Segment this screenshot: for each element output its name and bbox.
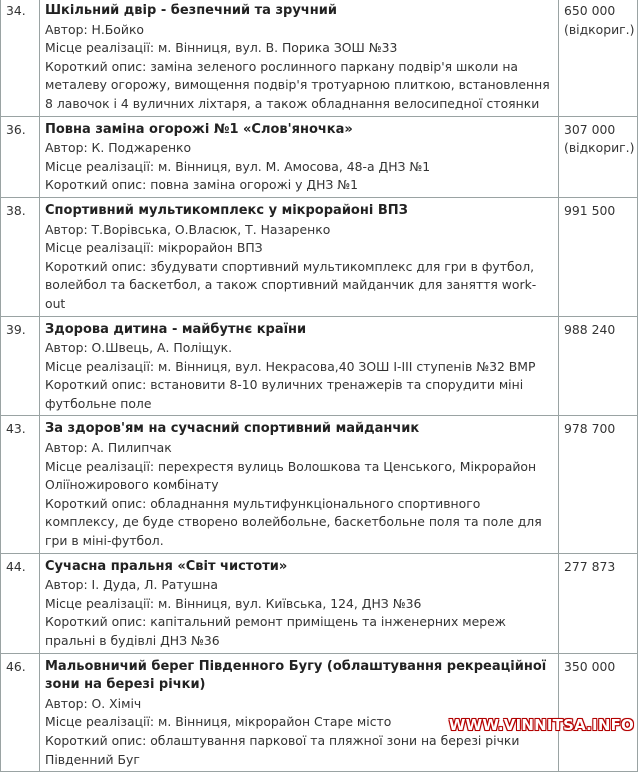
table-row bbox=[1, 197, 638, 316]
site-watermark: WWW.VINNITSA.INFO bbox=[448, 716, 634, 734]
project-number: 43. bbox=[1, 416, 40, 553]
project-number: 38. bbox=[1, 197, 40, 316]
project-description: Короткий опис: повна заміна огорожі у ДНЗ №1 bbox=[45, 177, 359, 193]
project-description: Короткий опис: капітальний ремонт приміщень та інженерних мереж пральні в будівлі ДНЗ №36 bbox=[45, 614, 506, 648]
project-author: Автор: Н.Бойко bbox=[45, 21, 145, 37]
project-location: Місце реалізації: м. Вінниця, вул. Некрасова,40 ЗОШ І-ІІІ ступенів №32 ВМР bbox=[45, 358, 536, 374]
project-author: Автор: О.Швець, А. Поліщук. bbox=[45, 340, 233, 356]
project-title: Шкільний двір - безпечний та зручний bbox=[45, 3, 337, 18]
project-location: Місце реалізації: м. Вінниця, вул. В. Порика ЗОШ №33 bbox=[45, 40, 398, 56]
project-author: Автор: Т.Ворівська, О.Власюк, Т. Назаренко bbox=[45, 221, 331, 237]
project-details bbox=[40, 653, 559, 772]
project-number: 46. bbox=[1, 653, 40, 772]
project-amount-cell bbox=[559, 116, 638, 197]
project-location: Місце реалізації: перехрестя вулиць Волошкова та Ценського, Мікрорайон Оліїножирового комбінату bbox=[45, 458, 537, 493]
project-details bbox=[40, 316, 559, 416]
project-details bbox=[40, 197, 559, 316]
project-amount: 991 500 bbox=[564, 202, 616, 218]
project-number: 36. bbox=[1, 116, 40, 197]
project-details bbox=[40, 0, 559, 116]
project-number: 34. bbox=[1, 0, 40, 116]
project-amount: 350 000 bbox=[564, 658, 616, 674]
table-row bbox=[1, 316, 638, 416]
project-description: Короткий опис: заміна зеленого рослинного паркану подвір'я школи на металеву огорожу, вимощення подвір'я тротуарною плиткою, встановлення 8 лавочок і 4 вуличних ліхтаря, а також обладнання велосипедної стоянки bbox=[45, 58, 550, 111]
project-author: Автор: І. Дуда, Л. Ратушна bbox=[45, 577, 218, 593]
table-row bbox=[1, 416, 638, 553]
project-title: Мальовничий берег Південного Бугу (облаштування рекреаційної зони на березі річки) bbox=[45, 658, 547, 693]
project-description: Короткий опис: збудувати спортивний мультикомплекс для гри в футбол, волейбол та баскетбол, а також спортивний майданчик для заняття work-out bbox=[45, 258, 537, 311]
project-location: Місце реалізації: м. Вінниця, мікрорайон Старе місто bbox=[45, 714, 392, 730]
table-row bbox=[1, 116, 638, 197]
project-amount: 277 873 bbox=[564, 558, 616, 574]
project-amount: 978 700 bbox=[564, 421, 616, 437]
project-amount-note: (відкориг.) bbox=[564, 21, 635, 37]
project-amount-note: (відкориг.) bbox=[564, 140, 635, 156]
project-amount-cell bbox=[559, 197, 638, 316]
project-amount: 307 000 bbox=[564, 121, 616, 137]
project-number: 44. bbox=[1, 553, 40, 653]
project-location: Місце реалізації: м. Вінниця, вул. М. Амосова, 48-а ДНЗ №1 bbox=[45, 158, 431, 174]
project-location: Місце реалізації: м. Вінниця, вул. Київська, 124, ДНЗ №36 bbox=[45, 595, 422, 611]
project-amount-cell bbox=[559, 553, 638, 653]
project-title: Сучасна пральня «Світ чистоти» bbox=[45, 558, 288, 574]
table-row bbox=[1, 0, 638, 116]
project-title: Повна заміна огорожі №1 «Слов'яночка» bbox=[45, 121, 353, 137]
project-title: Здорова дитина - майбутнє країни bbox=[45, 321, 307, 337]
project-author: Автор: О. Хіміч bbox=[45, 695, 142, 711]
project-amount-cell bbox=[559, 0, 638, 116]
project-description: Короткий опис: обладнання мультифункціонального спортивного комплексу, де буде створено волейбольне, баскетбольне поля та поле для гри в міні-футбол. bbox=[45, 495, 542, 549]
project-amount-cell bbox=[559, 416, 638, 553]
project-amount: 988 240 bbox=[564, 321, 616, 337]
project-amount-cell bbox=[559, 653, 638, 772]
project-description: Короткий опис: встановити 8-10 вуличних тренажерів та спорудити міні футбольне поле bbox=[45, 377, 524, 411]
project-number: 39. bbox=[1, 316, 40, 416]
project-description: Короткий опис: облаштування паркової та пляжної зони на березі річки Південний Буг bbox=[45, 732, 520, 767]
table-row bbox=[1, 553, 638, 653]
project-details bbox=[40, 416, 559, 553]
project-details bbox=[40, 553, 559, 653]
project-amount-cell bbox=[559, 316, 638, 416]
project-title: За здоров'ям на сучасний спортивний майданчик bbox=[45, 421, 420, 437]
project-details bbox=[40, 116, 559, 197]
project-amount: 650 000 bbox=[564, 3, 616, 18]
project-author: Автор: А. Пилипчак bbox=[45, 440, 172, 456]
project-location: Місце реалізації: мікрорайон ВПЗ bbox=[45, 240, 263, 256]
table-row bbox=[1, 653, 638, 772]
project-title: Спортивний мультикомплекс у мікрорайоні ВПЗ bbox=[45, 202, 408, 218]
project-author: Автор: К. Поджаренко bbox=[45, 140, 192, 156]
